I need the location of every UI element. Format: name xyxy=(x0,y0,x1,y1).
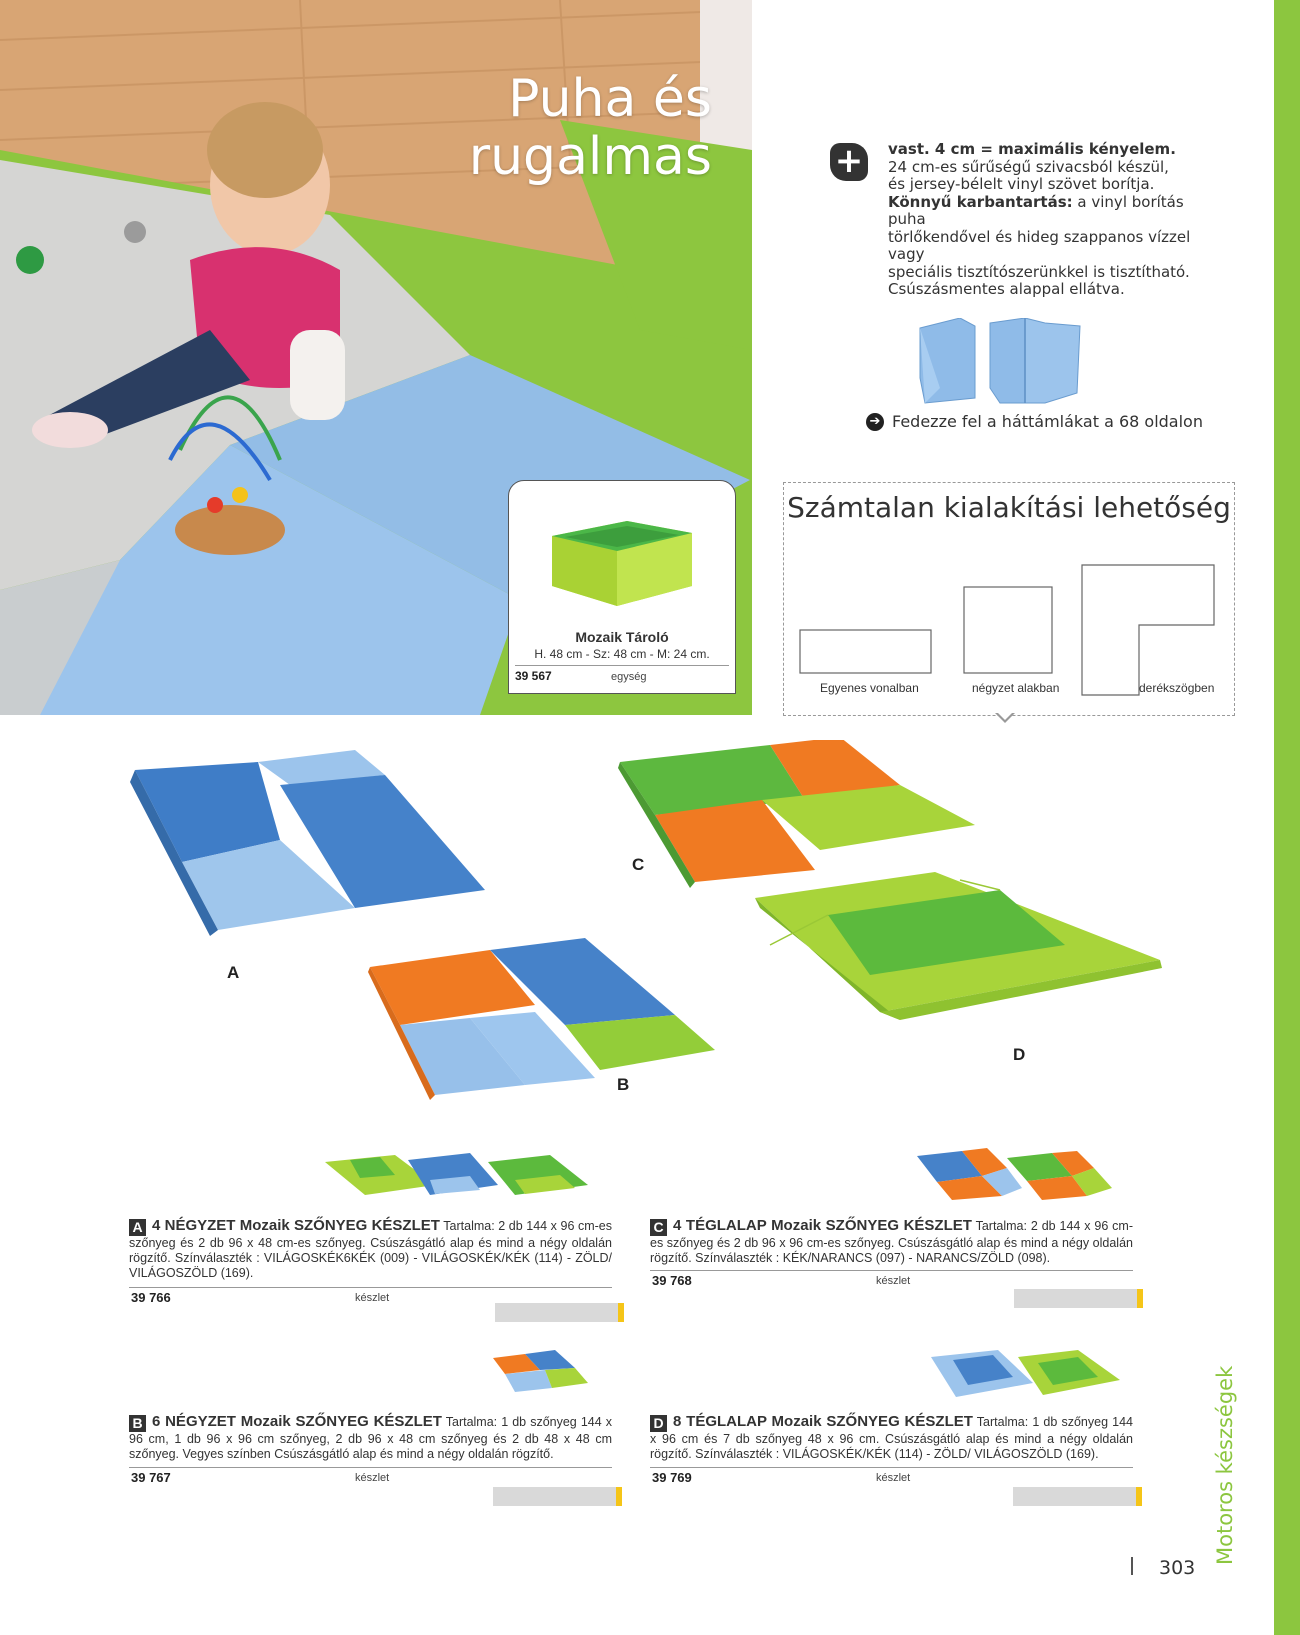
mat-letter-b: B xyxy=(617,1075,630,1094)
hero-title xyxy=(469,70,712,186)
section-label: Motoros készségek xyxy=(1213,1365,1237,1565)
hero-title-line2: rugalmas xyxy=(468,127,712,187)
product-d-letter: D xyxy=(650,1415,667,1432)
product-d-unit: készlet xyxy=(876,1472,911,1484)
feature-info xyxy=(888,141,1218,299)
info-thickness: vast. 4 cm = maximális kényelem. xyxy=(888,140,1176,158)
mat-letter-c: C xyxy=(632,855,645,874)
product-a-price-field xyxy=(495,1303,624,1322)
config-label-square: négyzet alakban xyxy=(972,681,1060,695)
product-b-letter: B xyxy=(129,1415,146,1432)
backrest-link[interactable] xyxy=(866,412,1203,431)
arrow-right-icon: ➔ xyxy=(866,413,884,431)
config-label-straight: Egyenes vonalban xyxy=(820,681,919,695)
product-c-code: 39 768 xyxy=(652,1273,692,1288)
info-line: törlőkendővel és hideg szappanos vízzel vagy xyxy=(888,227,1191,263)
product-b-image xyxy=(490,1348,590,1393)
storage-unit: egység xyxy=(611,671,647,683)
product-a-letter: A xyxy=(129,1219,146,1236)
product-d-variants-image xyxy=(928,1345,1123,1400)
storage-dimensions: H. 48 cm - Sz: 48 cm - M: 24 cm. xyxy=(534,647,710,661)
product-c-price-field xyxy=(1014,1289,1143,1308)
mat-set-c xyxy=(618,740,975,888)
product-d-price-field xyxy=(1013,1487,1142,1506)
product-a-variants-image xyxy=(320,1150,590,1205)
product-d-code: 39 769 xyxy=(652,1470,692,1485)
product-b-unit: készlet xyxy=(355,1472,390,1484)
page-number: 303 xyxy=(1159,1557,1196,1579)
plus-icon: + xyxy=(830,143,868,181)
product-d-description xyxy=(650,1414,1133,1462)
storage-box-image xyxy=(547,501,697,611)
product-a-title: 4 NÉGYZET Mozaik SZŐNYEG KÉSZLET xyxy=(152,1217,440,1234)
config-pointer-inner xyxy=(997,712,1013,720)
info-line: 24 cm-es sűrűségű szivacsból készül, xyxy=(888,157,1169,176)
storage-name: Mozaik Tároló xyxy=(575,629,669,645)
configuration-title: Számtalan kialakítási lehetőség xyxy=(787,491,1231,524)
mat-letter-d: D xyxy=(1013,1045,1026,1064)
product-b-description xyxy=(129,1414,612,1462)
config-label-right-angle: derékszögben xyxy=(1139,681,1215,695)
right-angle-shape xyxy=(1082,565,1214,695)
product-b-text: Tartalma: 1 db szőnyeg 144 x 96 cm, 1 db 96 x 96 cm szőnyeg, 2 db 96 x 48 cm szőnyeg és 2 db 48 x 48 cm szőnyeg. Vegyes színben Csúszásgátló alap és mind a négy oldalán rögzítő. xyxy=(129,1415,612,1461)
mat-set-a xyxy=(130,750,485,936)
product-b-title: 6 NÉGYZET Mozaik SZŐNYEG KÉSZLET xyxy=(152,1413,442,1430)
hero-title-line1: Puha és xyxy=(508,69,712,129)
product-d-title: 8 TÉGLALAP Mozaik SZŐNYEG KÉSZLET xyxy=(673,1413,973,1430)
product-a-text: Tartalma: 2 db 144 x 96 cm-es szőnyeg és 2 db 96 x 48 cm-es szőnyeg. Csúszásgátló alap és mind a négy oldalán rögzítő. Színválaszték : VILÁGOSKÉK6KÉK (009) - VILÁGOSKÉK/KÉK (114) - ZÖLD/ VILÁGOSZÖLD (169). xyxy=(129,1219,612,1280)
divider xyxy=(650,1270,1133,1271)
backrest-image xyxy=(915,318,1085,408)
product-a-code: 39 766 xyxy=(131,1290,171,1305)
page-number-separator xyxy=(1131,1557,1133,1575)
product-c-text: Tartalma: 2 db 144 x 96 cm-es szőnyeg és 2 db 96 x 96 cm-es szőnyeg. Csúszásgátló alap és mind a négy oldalán rögzítő. Színválaszték : KÉK/NARANCS (097) - NARANCS/ZÖLD (098). xyxy=(650,1219,1133,1265)
storage-card xyxy=(508,480,736,694)
storage-code: 39 567 xyxy=(515,669,552,683)
product-d-text: Tartalma: 1 db szőnyeg 144 x 96 cm és 7 db szőnyeg 48 x 96 cm. Csúszásgátló alap és mind a négy oldalán rögzítő. Színválaszték : VILÁGOSKÉK/KÉK (114) - ZÖLD/ VILÁGOSZÖLD (169). xyxy=(650,1415,1134,1461)
divider xyxy=(129,1467,612,1468)
divider xyxy=(515,665,729,666)
product-a-description xyxy=(129,1218,612,1281)
mat-set-b xyxy=(368,938,715,1100)
product-c-letter: C xyxy=(650,1219,667,1236)
backrest-link-text: Fedezze fel a háttámlákat a 68 oldalon xyxy=(892,412,1203,431)
info-maintenance-label: Könnyű karbantartás: xyxy=(888,192,1073,211)
info-line: és jersey-bélelt vinyl szövet borítja. xyxy=(888,175,1155,193)
configuration-box xyxy=(783,482,1235,716)
product-c-variants-image xyxy=(912,1148,1112,1200)
product-a-unit: készlet xyxy=(355,1292,390,1304)
info-line: Csúszásmentes alappal ellátva. xyxy=(888,280,1125,298)
mat-set-d xyxy=(755,872,1162,1020)
product-c-title: 4 TÉGLALAP Mozaik SZŐNYEG KÉSZLET xyxy=(673,1217,972,1234)
info-line: speciális tisztítószerünkkel is tisztítható. xyxy=(888,262,1190,281)
product-c-description xyxy=(650,1218,1133,1266)
side-color-strip xyxy=(1274,0,1300,1635)
divider xyxy=(129,1287,612,1288)
straight-line-shape xyxy=(800,630,931,673)
square-shape xyxy=(964,587,1052,673)
divider xyxy=(650,1467,1133,1468)
mat-letter-a: A xyxy=(227,963,240,982)
info-maintenance-text: a vinyl borítás puha xyxy=(888,192,1184,228)
product-c-unit: készlet xyxy=(876,1275,911,1287)
product-b-price-field xyxy=(493,1487,622,1506)
product-b-code: 39 767 xyxy=(131,1470,171,1485)
